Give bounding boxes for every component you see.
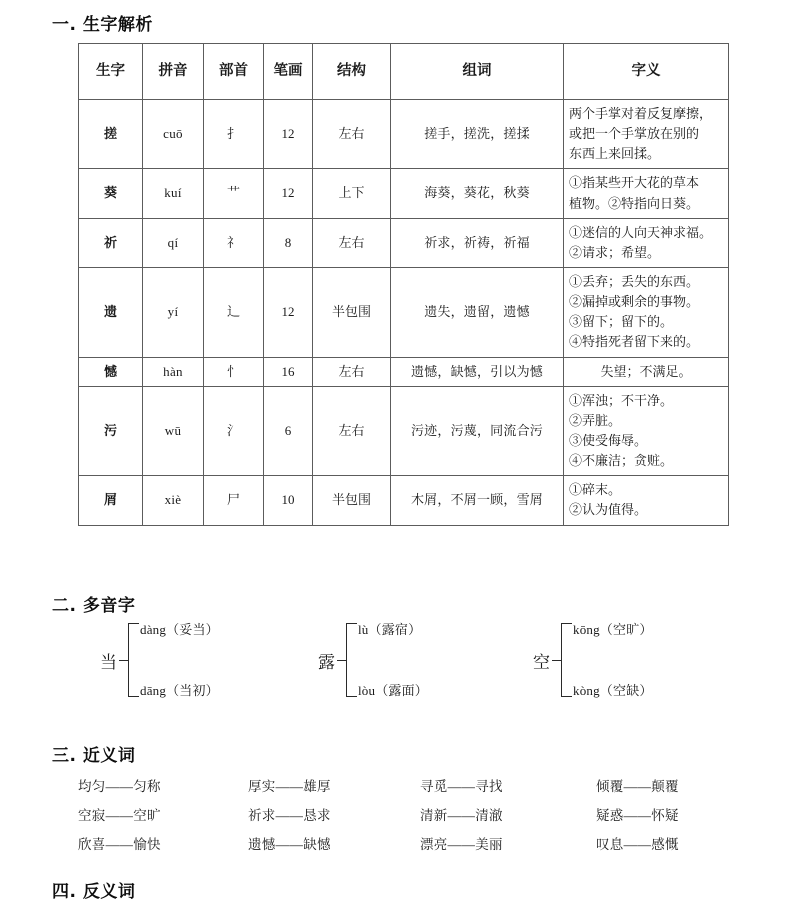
synonym-row <box>78 828 778 857</box>
cell-bushou: 扌 <box>204 100 264 169</box>
definition-line: ①迷信的人向天神求福。 <box>569 224 713 240</box>
table-row <box>79 476 729 525</box>
polyphone-bracket <box>346 623 357 697</box>
cell-shengzi: 憾 <box>79 357 143 386</box>
definition-line: 植物。②特指向日葵。 <box>569 195 700 211</box>
cell-bushou: 忄 <box>204 357 264 386</box>
cell-shengzi: 遗 <box>79 267 143 357</box>
cell-ziyi <box>564 357 729 386</box>
polyphone-group-空 <box>533 612 653 708</box>
polyphone-character: 空 <box>533 652 550 673</box>
definition-line: ③使受侮辱。 <box>569 432 648 448</box>
cell-ziyi <box>564 100 729 169</box>
synonym-pair: 寻觅——寻找 <box>420 778 503 794</box>
section-heading-duoyinzi: 二. 多音字 <box>52 596 136 616</box>
synonym-pair: 叹息——感慨 <box>596 836 679 852</box>
cell-jiegou: 半包围 <box>313 267 391 357</box>
cell-pinyin: cuō <box>143 100 204 169</box>
cell-pinyin: xiè <box>143 476 204 525</box>
polyphone-reading: kōng（空旷） <box>573 622 653 637</box>
table-row <box>79 218 729 267</box>
definition-line: ②请求；希望。 <box>569 244 661 260</box>
polyphone-stem-line <box>552 660 561 661</box>
cell-bihua: 8 <box>264 218 313 267</box>
cell-bihua: 10 <box>264 476 313 525</box>
table-body <box>79 100 729 526</box>
definition-line: 东西上来回揉。 <box>569 146 661 162</box>
table-row <box>79 386 729 476</box>
cell-bihua: 12 <box>264 100 313 169</box>
column-header-ziyi: 字义 <box>564 44 729 100</box>
definition-line: 两个手掌对着反复摩擦， <box>569 106 713 121</box>
column-header-zuci: 组词 <box>391 44 564 100</box>
synonym-pair: 清新——清澈 <box>420 807 503 823</box>
cell-zuci: 遗失，遗留，遗憾 <box>391 267 564 357</box>
polyphone-group-当 <box>100 612 219 708</box>
synonym-pair: 均匀——匀称 <box>78 778 161 794</box>
synonym-pair: 厚实——雄厚 <box>248 778 331 794</box>
cell-ziyi <box>564 267 729 357</box>
definition-line: ①丢弃；丢失的东西。 <box>569 273 700 289</box>
definition-line: 失望；不满足。 <box>600 363 692 379</box>
polyphone-readings <box>140 623 219 697</box>
section-heading-jinyici: 三. 近义词 <box>52 746 136 766</box>
cell-jiegou: 半包围 <box>313 476 391 525</box>
cell-zuci: 污迹，污蔑，同流合污 <box>391 386 564 476</box>
table-row <box>79 100 729 169</box>
cell-zuci: 祈求，祈祷，祈福 <box>391 218 564 267</box>
column-header-pinyin: 拼音 <box>143 44 204 100</box>
cell-shengzi: 祈 <box>79 218 143 267</box>
column-header-shengzi: 生字 <box>79 44 143 100</box>
table-row <box>79 357 729 386</box>
polyphone-bracket <box>128 623 139 697</box>
synonym-row <box>78 799 778 828</box>
polyphone-group-露 <box>318 612 428 708</box>
polyphone-area <box>78 612 778 712</box>
definition-line: ①碎末。 <box>569 482 622 498</box>
synonym-pair: 疑惑——怀疑 <box>596 807 679 823</box>
cell-bihua: 6 <box>264 386 313 476</box>
cell-shengzi: 污 <box>79 386 143 476</box>
definition-line: ①浑浊；不干净。 <box>569 392 674 408</box>
cell-jiegou: 左右 <box>313 218 391 267</box>
cell-jiegou: 上下 <box>313 169 391 218</box>
definition-line: ③留下；留下的。 <box>569 314 674 330</box>
synonym-pair: 漂亮——美丽 <box>420 836 503 852</box>
cell-shengzi: 屑 <box>79 476 143 525</box>
cell-bihua: 12 <box>264 267 313 357</box>
polyphone-character: 当 <box>100 652 117 673</box>
cell-jiegou: 左右 <box>313 357 391 386</box>
cell-bihua: 16 <box>264 357 313 386</box>
cell-pinyin: hàn <box>143 357 204 386</box>
polyphone-readings <box>573 623 653 697</box>
polyphone-reading: dàng（妥当） <box>140 622 219 637</box>
synonym-pair: 空寂——空旷 <box>78 807 161 823</box>
synonym-pair: 倾覆——颠覆 <box>596 778 679 794</box>
definition-line: 或把一个手掌放在别的 <box>569 126 700 142</box>
definition-line: ④特指死者留下来的。 <box>569 334 700 350</box>
cell-bushou: 氵 <box>204 386 264 476</box>
polyphone-stem-line <box>119 660 128 661</box>
cell-shengzi: 葵 <box>79 169 143 218</box>
polyphone-reading: dāng（当初） <box>140 683 219 698</box>
synonym-pair: 欣喜——愉快 <box>78 836 161 852</box>
table-header-row <box>79 44 729 100</box>
polyphone-reading: kòng（空缺） <box>573 683 653 698</box>
definition-line: ②认为值得。 <box>569 502 648 518</box>
definition-line: ②漏掉或剩余的事物。 <box>569 294 700 310</box>
polyphone-stem-line <box>337 660 346 661</box>
cell-pinyin: yí <box>143 267 204 357</box>
cell-zuci: 遗憾，缺憾，引以为憾 <box>391 357 564 386</box>
cell-shengzi: 搓 <box>79 100 143 169</box>
cell-jiegou: 左右 <box>313 100 391 169</box>
polyphone-reading: lù（露宿） <box>358 622 422 637</box>
definition-line: ①指某些开大花的草本 <box>569 175 700 191</box>
cell-jiegou: 左右 <box>313 386 391 476</box>
cell-ziyi <box>564 476 729 525</box>
polyphone-character: 露 <box>318 652 335 673</box>
synonym-pair: 遗憾——缺憾 <box>248 836 331 852</box>
synonym-area <box>78 770 778 857</box>
polyphone-reading: lòu（露面） <box>358 683 429 698</box>
cell-bushou: 艹 <box>204 169 264 218</box>
cell-zuci: 木屑，不屑一顾，雪屑 <box>391 476 564 525</box>
synonym-row <box>78 770 778 799</box>
table-row <box>79 169 729 218</box>
cell-zuci: 搓手，搓洗，搓揉 <box>391 100 564 169</box>
column-header-bushou: 部首 <box>204 44 264 100</box>
table-row <box>79 267 729 357</box>
definition-line: ②弄脏。 <box>569 412 622 428</box>
shengzi-table-wrapper <box>78 43 728 526</box>
column-header-bihua: 笔画 <box>264 44 313 100</box>
cell-bushou: 礻 <box>204 218 264 267</box>
section-heading-fanyici: 四. 反义词 <box>52 882 136 902</box>
polyphone-bracket <box>561 623 572 697</box>
cell-bihua: 12 <box>264 169 313 218</box>
cell-pinyin: qí <box>143 218 204 267</box>
polyphone-readings <box>358 623 428 697</box>
section-heading-shengzi-jiexi: 一. 生字解析 <box>52 15 153 35</box>
column-header-jiegou: 结构 <box>313 44 391 100</box>
definition-line: ④不廉洁；贪赃。 <box>569 453 674 469</box>
cell-bushou: 尸 <box>204 476 264 525</box>
cell-pinyin: kuí <box>143 169 204 218</box>
cell-ziyi <box>564 169 729 218</box>
cell-ziyi <box>564 218 729 267</box>
cell-ziyi <box>564 386 729 476</box>
shengzi-table <box>78 43 729 526</box>
cell-zuci: 海葵，葵花，秋葵 <box>391 169 564 218</box>
synonym-pair: 祈求——恳求 <box>248 807 331 823</box>
cell-pinyin: wū <box>143 386 204 476</box>
cell-bushou: 辶 <box>204 267 264 357</box>
